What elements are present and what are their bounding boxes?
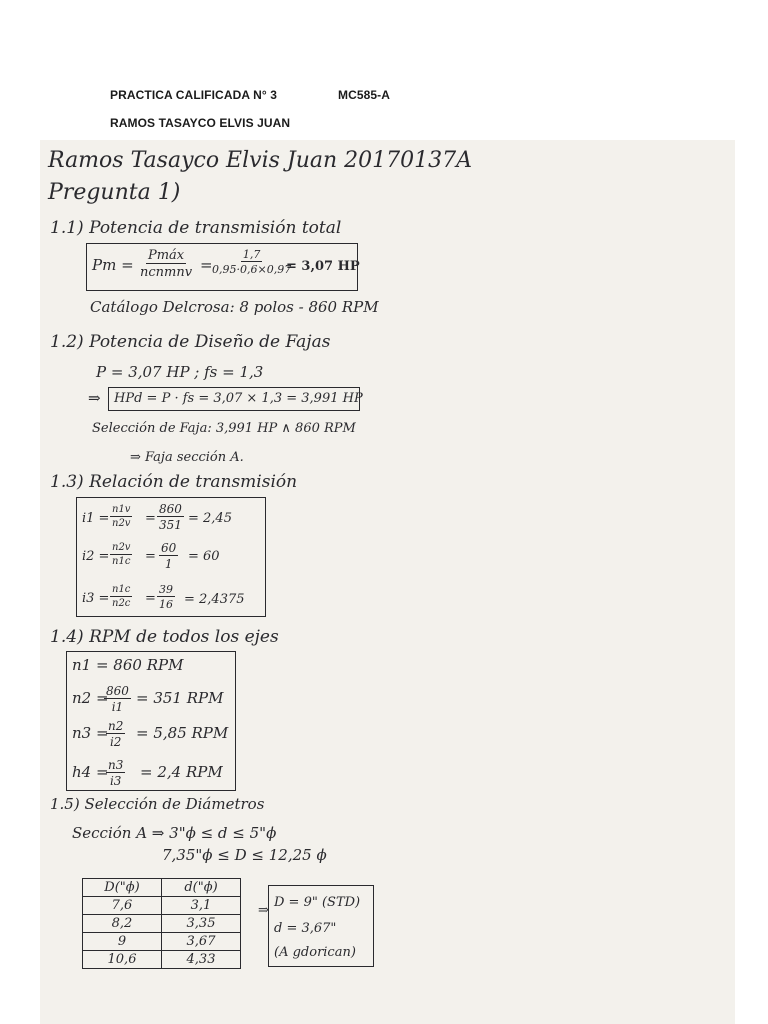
cell-d: 4,33 (162, 951, 241, 969)
question-label: Pregunta 1) (48, 180, 181, 205)
n2-result: = 351 RPM (136, 689, 224, 707)
hpd-formula: HPd = P · fs = 3,07 × 1,3 = 3,991 HP (114, 391, 363, 406)
belt-selection: Selección de Faja: 3,991 HP ∧ 860 RPM (92, 421, 356, 436)
pm-fraction-symbolic (140, 249, 192, 279)
practice-title: PRACTICA CALIFICADA N° 3 (110, 88, 277, 102)
section-3-heading: 1.3) Relación de transmisión (50, 472, 298, 492)
diameter-table (82, 878, 241, 969)
section-5-heading: 1.5) Selección de Diámetros (50, 795, 265, 813)
sheet-name-line: Ramos Tasayco Elvis Juan 20170137A (48, 148, 473, 173)
pm-den2: 0,95·0,6×0,97 (212, 263, 292, 276)
i3-frac-numeric (157, 584, 175, 610)
header-large-diameter: D("ϕ) (83, 879, 162, 897)
i3-den2: 16 (159, 598, 173, 611)
n2-num: 860 (106, 684, 129, 698)
pm-den: ncnmnv (140, 265, 193, 280)
cell-d: 3,67 (162, 933, 241, 951)
n3-den: i2 (109, 735, 122, 749)
i3-result: = 2,4375 (184, 592, 245, 607)
i1-num: n1v (112, 504, 131, 515)
i1-den: n2v (112, 518, 131, 529)
n4-fraction (106, 759, 125, 787)
i2-eq: = (145, 549, 156, 564)
cell-D: 7,6 (83, 897, 162, 915)
diameter-table-header (83, 879, 241, 897)
i2-den: n1c (112, 556, 131, 567)
cell-D: 9 (83, 933, 162, 951)
i3-num: n1c (112, 584, 131, 595)
n3-fraction (106, 720, 125, 748)
i2-num: n2v (112, 542, 131, 553)
i1-num2: 860 (159, 502, 182, 516)
student-name: RAMOS TASAYCO ELVIS JUAN (110, 116, 291, 130)
table-result-arrow: ⇒ (258, 903, 269, 918)
i3-frac-symbolic (110, 585, 132, 609)
n4-num: n3 (108, 758, 124, 772)
pm-num2: 1,7 (242, 248, 261, 261)
n4-den: i3 (109, 774, 122, 788)
cell-d: 3,1 (162, 897, 241, 915)
i1-frac-symbolic (110, 505, 132, 529)
i1-eq: = (145, 511, 156, 526)
belt-section-result: ⇒ Faja sección A. (130, 450, 244, 465)
table-row (83, 933, 241, 951)
n2-lhs: n2 = (72, 689, 109, 707)
pm-lhs: Pm = (92, 256, 134, 274)
n4-lhs: h4 = (72, 763, 109, 781)
pm-fraction-numeric (212, 249, 291, 275)
pm-eq: = (200, 256, 213, 274)
n2-den: i1 (111, 700, 124, 714)
implies-arrow: ⇒ (88, 389, 101, 407)
i1-frac-numeric (157, 503, 184, 531)
table-row (83, 897, 241, 915)
result-d: d = 3,67" (274, 921, 337, 936)
i2-num2: 60 (161, 541, 177, 555)
i3-den: n2c (112, 598, 131, 609)
n2-fraction (104, 685, 131, 713)
result-D: D = 9" (STD) (274, 895, 361, 910)
n3-lhs: n3 = (72, 724, 109, 742)
pm-result: = 3,07 HP (286, 259, 360, 274)
header-small-diameter: d("ϕ) (162, 879, 241, 897)
pm-num: Pmáx (147, 248, 185, 263)
table-row (83, 915, 241, 933)
n4-result: = 2,4 RPM (140, 763, 223, 781)
diameter-range-large: 7,35"ϕ ≤ D ≤ 12,25 ϕ (162, 846, 327, 864)
section-4-heading: 1.4) RPM de todos los ejes (50, 627, 279, 647)
section-2-heading: 1.2) Potencia de Diseño de Fajas (50, 332, 331, 352)
n3-num: n2 (108, 719, 124, 733)
i1-lhs: i1 = (82, 511, 110, 526)
course-code: MC585-A (338, 88, 391, 102)
i2-result: = 60 (188, 549, 220, 564)
diameter-range-small: Sección A ⇒ 3"ϕ ≤ d ≤ 5"ϕ (72, 824, 277, 842)
i2-frac-symbolic (110, 543, 132, 567)
i1-result: = 2,45 (188, 511, 232, 526)
i3-eq: = (145, 591, 156, 606)
catalog-line: Catálogo Delcrosa: 8 polos - 860 RPM (90, 298, 379, 316)
i2-lhs: i2 = (82, 549, 110, 564)
cell-D: 8,2 (83, 915, 162, 933)
table-row (83, 951, 241, 969)
i1-den2: 351 (159, 518, 182, 532)
given-values: P = 3,07 HP ; fs = 1,3 (96, 363, 264, 381)
cell-D: 10,6 (83, 951, 162, 969)
cell-d: 3,35 (162, 915, 241, 933)
section-1-heading: 1.1) Potencia de transmisión total (50, 218, 342, 238)
i3-num2: 39 (159, 583, 173, 596)
i3-lhs: i3 = (82, 591, 110, 606)
i2-frac-numeric (159, 542, 178, 570)
n1-value: n1 = 860 RPM (72, 656, 184, 674)
result-note: (A gdorican) (274, 945, 356, 960)
n3-result: = 5,85 RPM (136, 724, 229, 742)
i2-den2: 1 (164, 557, 173, 571)
